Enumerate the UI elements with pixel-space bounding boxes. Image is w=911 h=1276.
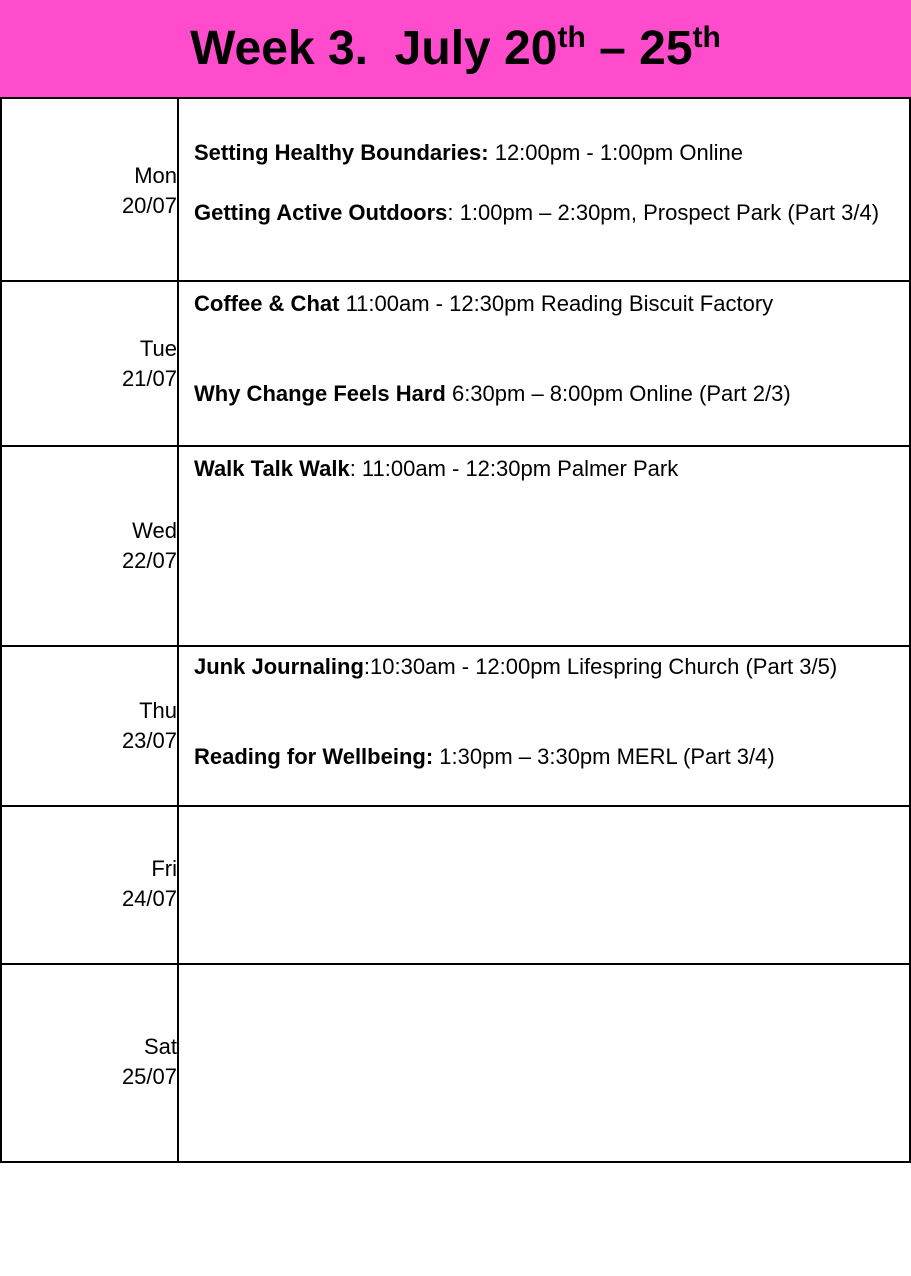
event-title: Junk Journaling xyxy=(194,654,364,679)
event-details: 6:30pm – 8:00pm Online (Part 2/3) xyxy=(445,381,791,406)
event-item xyxy=(194,652,889,682)
day-label xyxy=(77,334,177,394)
day-date: 24/07 xyxy=(121,886,177,911)
event-item xyxy=(194,454,889,484)
event-details: : 11:00am - 12:30pm Palmer Park xyxy=(349,456,679,481)
week-title-start: Week 3. July 20 xyxy=(190,21,558,75)
day-row-thu xyxy=(0,645,911,807)
event-title: Getting Active Outdoors xyxy=(194,200,448,225)
event-item xyxy=(194,742,889,772)
week-title-end: – 25 xyxy=(585,21,693,75)
day-cell xyxy=(2,445,179,645)
day-date: 20/07 xyxy=(121,193,177,218)
day-name: Tue xyxy=(139,336,177,361)
event-item xyxy=(194,379,889,409)
day-cell xyxy=(2,963,179,1161)
day-label xyxy=(77,1032,177,1092)
event-title: Setting Healthy Boundaries: xyxy=(194,140,489,165)
week-header xyxy=(0,0,911,99)
day-label xyxy=(77,516,177,576)
day-cell xyxy=(2,99,179,280)
event-item xyxy=(194,138,889,168)
event-title: Why Change Feels Hard xyxy=(194,381,446,406)
day-date: 23/07 xyxy=(121,728,177,753)
day-row-fri xyxy=(0,805,911,965)
event-details: 12:00pm - 1:00pm Online xyxy=(488,140,743,165)
event-details: : 1:00pm – 2:30pm, Prospect Park (Part 3/4) xyxy=(447,200,880,225)
day-name: Mon xyxy=(134,163,177,188)
day-label xyxy=(77,854,177,914)
day-row-mon xyxy=(0,99,911,282)
day-cell xyxy=(2,645,179,805)
event-details: 1:30pm – 3:30pm MERL (Part 3/4) xyxy=(433,744,775,769)
day-row-tue xyxy=(0,280,911,447)
day-name: Thu xyxy=(139,698,177,723)
week-title xyxy=(190,20,721,75)
start-date-suffix: th xyxy=(557,20,586,54)
day-name: Wed xyxy=(132,518,177,543)
day-label xyxy=(77,696,177,756)
day-row-wed xyxy=(0,445,911,647)
event-title: Coffee & Chat xyxy=(194,291,340,316)
day-name: Fri xyxy=(151,856,177,881)
event-details: 11:00am - 12:30pm Reading Biscuit Factory xyxy=(339,291,774,316)
day-label xyxy=(77,161,177,221)
day-date: 22/07 xyxy=(121,548,177,573)
event-title: Walk Talk Walk xyxy=(194,456,350,481)
event-item xyxy=(194,198,889,228)
day-row-sat xyxy=(0,963,911,1163)
event-details: :10:30am - 12:00pm Lifespring Church (Part 3/5) xyxy=(363,654,838,679)
day-date: 25/07 xyxy=(121,1064,177,1089)
event-item xyxy=(194,289,889,319)
day-name: Sat xyxy=(143,1034,177,1059)
day-cell xyxy=(2,280,179,445)
day-cell xyxy=(2,805,179,963)
event-title: Reading for Wellbeing: xyxy=(194,744,434,769)
day-date: 21/07 xyxy=(121,366,177,391)
end-date-suffix: th xyxy=(692,20,721,54)
